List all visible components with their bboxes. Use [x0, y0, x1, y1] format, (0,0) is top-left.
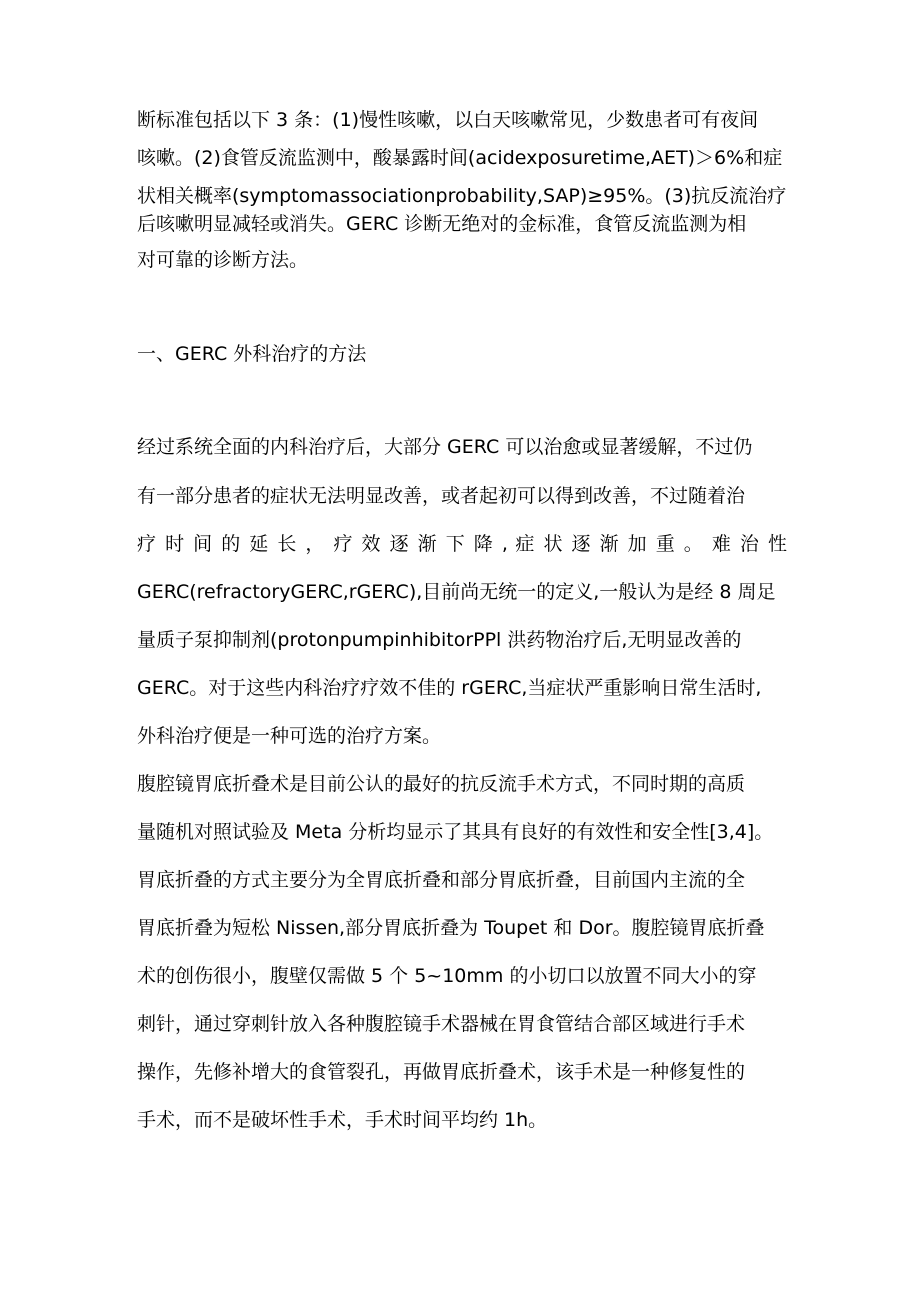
- intro-line-4: 后咳嗽明显减轻或消失。GERC 诊断无绝对的金标准，食管反流监测为相: [137, 213, 747, 235]
- intro-line-2: 咳嗽。(2)食管反流监测中，酸暴露时间(acidexposuretime,AET)＞6%和症: [137, 147, 783, 169]
- fundoplication-line-8: 手术，而不是破坏性手术，手术时间平均约 1h。: [137, 1109, 548, 1131]
- refractory-line-4: GERC(refractoryGERC,rGERC),目前尚无统一的定义,一般认为是经 8 周足: [137, 581, 776, 603]
- fundoplication-line-1: 腹腔镜胃底折叠术是目前公认的最好的抗反流手术方式，不同时期的高质: [137, 773, 746, 795]
- refractory-line-3: 疗 时 间 的 延 长 ， 疗 效 逐 渐 下 降 , 症 状 逐 渐 加 重 。 难 治 性: [137, 533, 787, 555]
- intro-line-5: 对可靠的诊断方法。: [137, 249, 309, 271]
- fundoplication-line-4: 胃底折叠为短松 Nissen,部分胃底折叠为 Toupet 和 Dor。腹腔镜胃底折叠: [137, 917, 765, 939]
- refractory-line-1: 经过系统全面的内科治疗后，大部分 GERC 可以治愈或显著缓解，不过仍: [137, 436, 753, 458]
- intro-line-3: 状相关概率(symptomassociationprobability,SAP)≥95%。(3)抗反流治疗: [137, 185, 787, 207]
- intro-line-1: 断标准包括以下 3 条：(1)慢性咳嗽，以白天咳嗽常见，少数患者可有夜间: [137, 109, 759, 131]
- refractory-line-2: 有一部分患者的症状无法明显改善，或者起初可以得到改善，不过随着治: [137, 485, 746, 507]
- fundoplication-line-7: 操作，先修补增大的食管裂孔，再做胃底折叠术，该手术是一种修复性的: [137, 1061, 746, 1083]
- fundoplication-line-6: 刺针，通过穿刺针放入各种腹腔镜手术器械在胃食管结合部区域进行手术: [137, 1013, 746, 1035]
- refractory-line-5: 量质子泵抑制剂(protonpumpinhibitorPPl 洪药物治疗后,无明显改善的: [137, 629, 742, 651]
- refractory-line-6: GERC。对于这些内科治疗疗效不佳的 rGERC,当症状严重影响日常生活时,: [137, 677, 762, 699]
- fundoplication-line-5: 术的创伤很小，腹壁仅需做 5 个 5~10mm 的小切口以放置不同大小的穿: [137, 965, 757, 987]
- refractory-line-7: 外科治疗便是一种可选的治疗方案。: [137, 725, 442, 747]
- fundoplication-line-3: 胃底折叠的方式主要分为全胃底折叠和部分胃底折叠，目前国内主流的全: [137, 869, 746, 891]
- fundoplication-line-2: 量随机对照试验及 Meta 分析均显示了其具有良好的有效性和安全性[3,4]。: [137, 821, 774, 843]
- section-heading: 一、GERC 外科治疗的方法: [137, 343, 367, 365]
